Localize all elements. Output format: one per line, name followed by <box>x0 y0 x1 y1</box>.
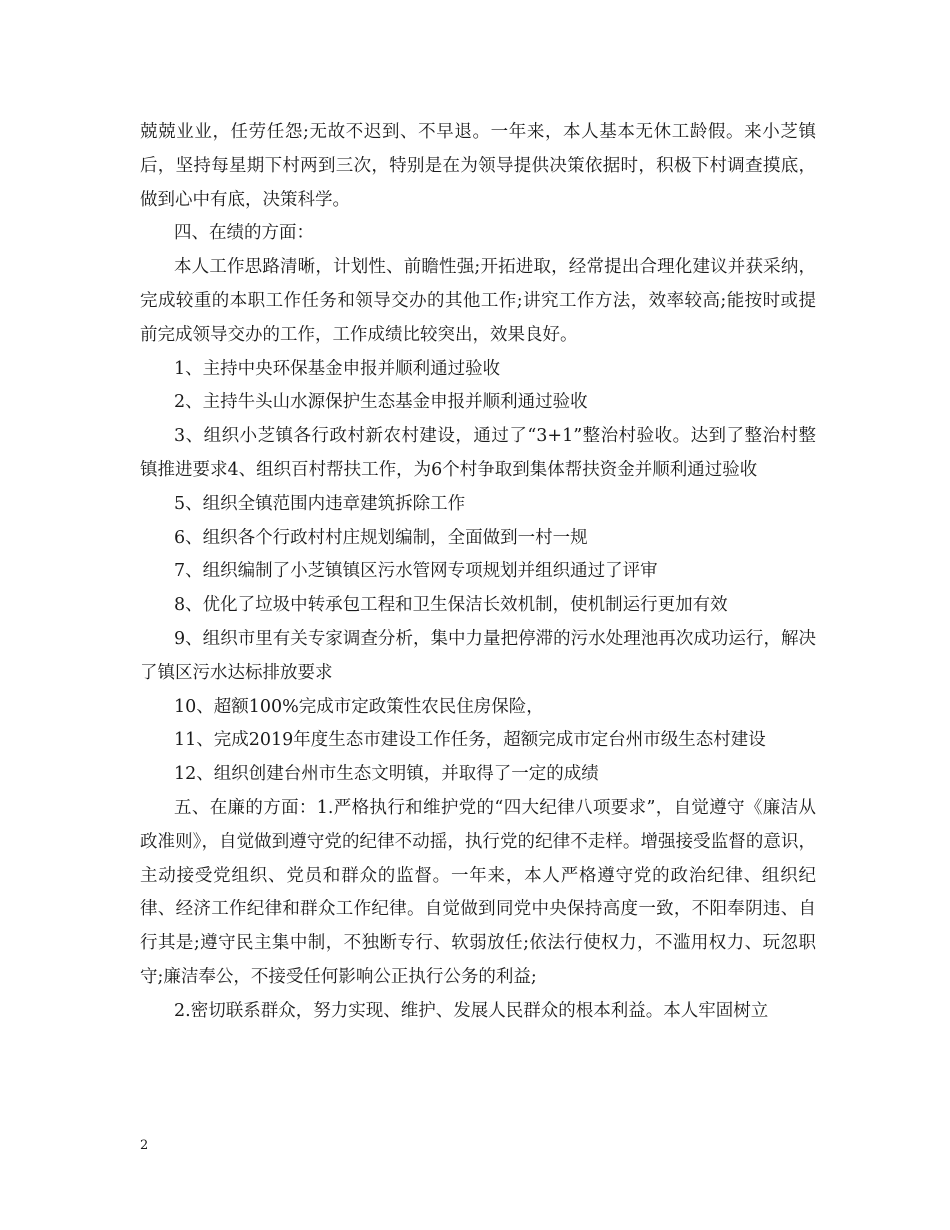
list-item: 6、组织各个行政村村庄规划编制，全面做到一村一规 <box>174 527 588 548</box>
list-item: 12、组织创建台州市生态文明镇，并取得了一定的成绩 <box>174 764 599 785</box>
list-item: 3、组织小芝镇各行政村新农村建设，通过了“3+1”整治村验收。达到了整治村整镇推进要求4、组织百村帮扶工作，为6个村争取到集体帮扶资金并顺利通过验收 <box>140 426 816 480</box>
list-item: 2、主持牛头山水源保护生态基金申报并顺利通过验收 <box>174 392 588 413</box>
list-item: 7、组织编制了小芝镇镇区污水管网专项规划并组织通过了评审 <box>174 561 658 582</box>
page-number: 2 <box>140 1138 149 1153</box>
list-item: 9、组织市里有关专家调查分析，集中力量把停滞的污水处理池再次成功运行，解决了镇区污水达标排放要求 <box>140 628 816 683</box>
paragraph-continuation: 兢兢业业，任劳任怨;无故不迟到、不早退。一年来，本人基本无休工龄假。来小芝镇后，坚持每星期下村两到三次，特别是在为领导提供决策依据时，积极下村调查摸底，做到心中有底，决策科学。 <box>140 122 816 210</box>
section-heading-achievements: 四、在绩的方面： <box>174 223 314 244</box>
list-item: 10、超额100%完成市定政策性农民住房保险， <box>174 696 544 717</box>
paragraph-work-summary: 本人工作思路清晰，计划性、前瞻性强;开拓进取，经常提出合理化建议并获采纳，完成较重的本职工作任务和领导交办的其他工作;讲究工作方法，效率较高;能按时或提前完成领导交办的工作，工作成绩比较突出，效果良好。 <box>140 257 816 345</box>
section-integrity: 五、在廉的方面：1.严格执行和维护党的“四大纪律八项要求”，自觉遵守《廉洁从政准则》，自觉做到遵守党的纪律不动摇，执行党的纪律不走样。增强接受监督的意识，主动接受党组织、党员和群众的监督。一年来，本人严格遵守党的政治纪律、组织纪律、经济工作纪律和群众工作纪律。自觉做到同党中央保持高度一致，不阳奉阴违、自行其是;遵守民主集中制，不独断专行、软弱放任;依法行使权力，不滥用权力、玩忽职守;廉洁奉公，不接受任何影响公正执行公务的利益; <box>140 797 816 987</box>
paragraph-integrity-item-2: 2.密切联系群众，努力实现、维护、发展人民群众的根本利益。本人牢固树立 <box>174 1000 769 1021</box>
list-item: 11、完成2019年度生态市建设工作任务，超额完成市定台州市级生态村建设 <box>174 730 766 751</box>
list-item: 8、优化了垃圾中转承包工程和卫生保洁长效机制，使机制运行更加有效 <box>174 595 728 616</box>
list-item: 1、主持中央环保基金申报并顺利通过验收 <box>174 358 501 379</box>
list-item: 5、组织全镇范围内违章建筑拆除工作 <box>174 493 466 514</box>
document-body <box>140 116 816 1029</box>
